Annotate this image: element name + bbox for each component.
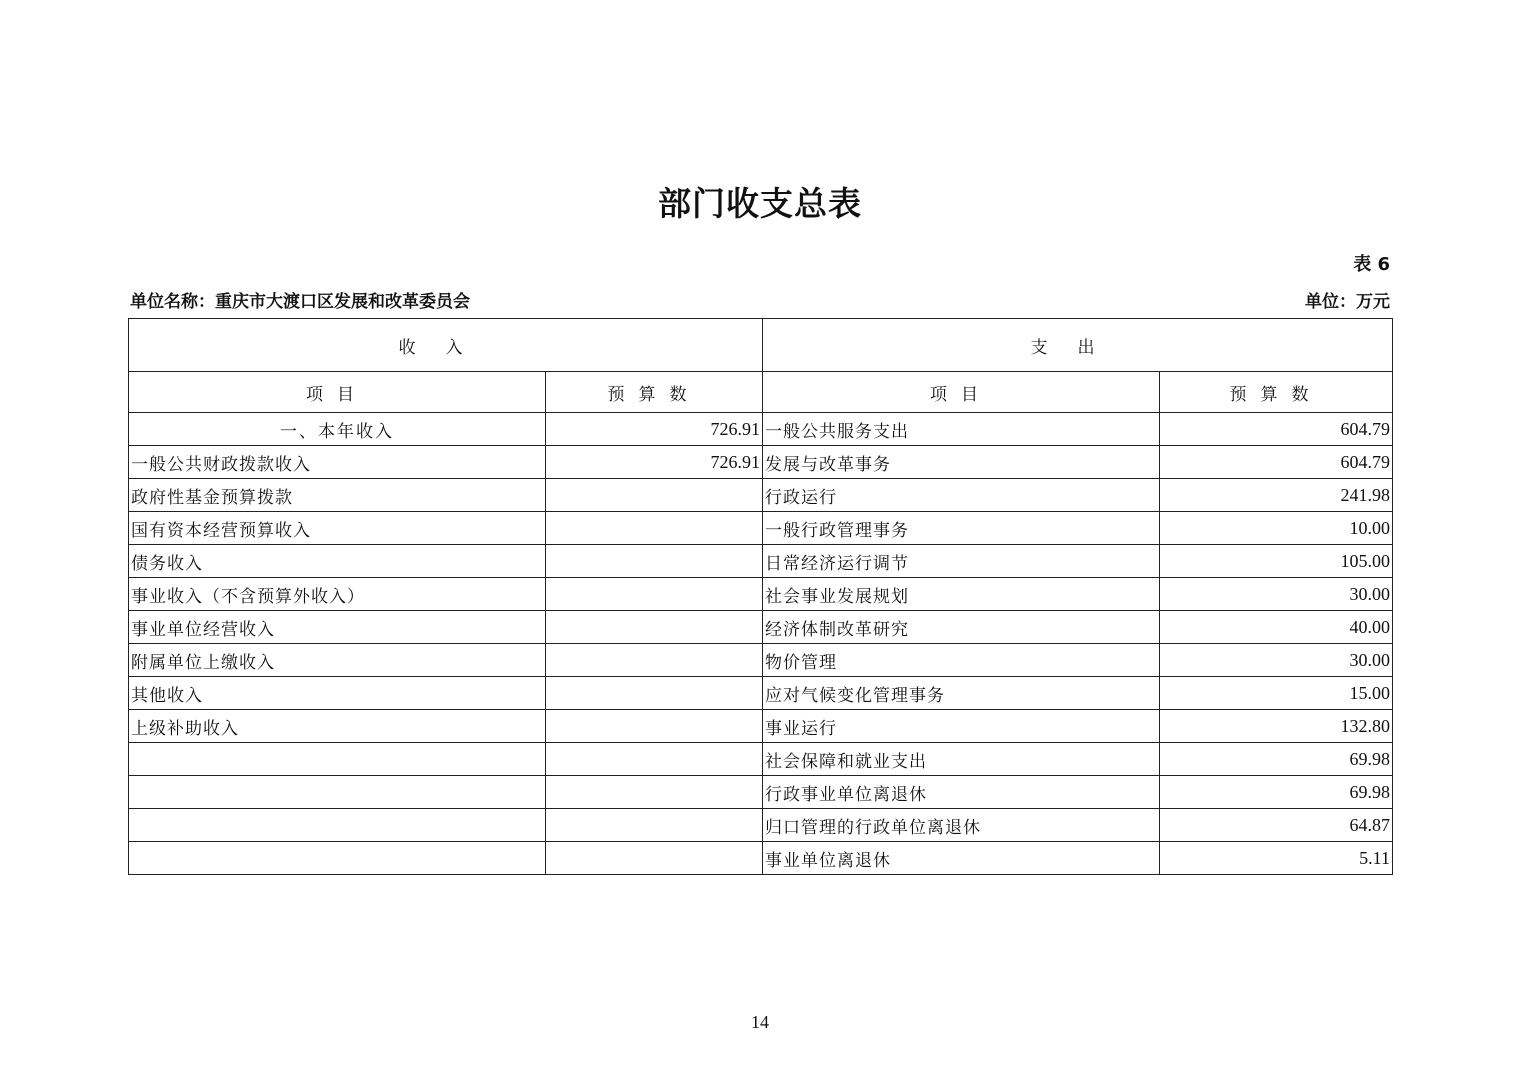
expense-value: 15.00 <box>1160 677 1393 710</box>
income-value <box>546 743 763 776</box>
income-item: 上级补助收入 <box>129 710 546 743</box>
income-value <box>546 512 763 545</box>
income-value: 726.91 <box>546 413 763 446</box>
expense-item: 经济体制改革研究 <box>763 611 1160 644</box>
expense-value: 40.00 <box>1160 611 1393 644</box>
expense-value: 10.00 <box>1160 512 1393 545</box>
income-value <box>546 611 763 644</box>
income-item <box>129 842 546 875</box>
table-number: 表 6 <box>1353 254 1390 275</box>
income-value <box>546 710 763 743</box>
currency-unit: 单位：万元 <box>1305 292 1390 312</box>
expense-item: 事业运行 <box>763 710 1160 743</box>
table-row <box>129 677 1393 710</box>
page-title: 部门收支总表 <box>658 184 862 223</box>
income-item: 国有资本经营预算收入 <box>129 512 546 545</box>
income-item: 附属单位上缴收入 <box>129 644 546 677</box>
income-item: 政府性基金预算拨款 <box>129 479 546 512</box>
expense-item: 行政运行 <box>763 479 1160 512</box>
income-item <box>129 743 546 776</box>
expense-value: 64.87 <box>1160 809 1393 842</box>
expense-value: 132.80 <box>1160 710 1393 743</box>
table-row <box>129 611 1393 644</box>
expense-value: 604.79 <box>1160 446 1393 479</box>
income-value <box>546 677 763 710</box>
expense-value: 69.98 <box>1160 743 1393 776</box>
income-value <box>546 644 763 677</box>
table-row <box>129 578 1393 611</box>
expense-value: 5.11 <box>1160 842 1393 875</box>
expense-item: 物价管理 <box>763 644 1160 677</box>
expense-value: 105.00 <box>1160 545 1393 578</box>
table-row <box>129 842 1393 875</box>
expense-item: 事业单位离退休 <box>763 842 1160 875</box>
table-row <box>129 413 1393 446</box>
income-item <box>129 809 546 842</box>
income-item: 事业单位经营收入 <box>129 611 546 644</box>
budget-table <box>128 318 1393 875</box>
expense-value: 241.98 <box>1160 479 1393 512</box>
expense-value: 604.79 <box>1160 413 1393 446</box>
expense-item-header: 项目 <box>763 372 1160 413</box>
expense-item: 发展与改革事务 <box>763 446 1160 479</box>
income-header: 收入 <box>129 319 763 372</box>
income-value: 726.91 <box>546 446 763 479</box>
expense-item: 归口管理的行政单位离退休 <box>763 809 1160 842</box>
expense-value: 30.00 <box>1160 644 1393 677</box>
table-row <box>129 710 1393 743</box>
expense-value: 30.00 <box>1160 578 1393 611</box>
expense-item: 一般行政管理事务 <box>763 512 1160 545</box>
income-item-header: 项目 <box>129 372 546 413</box>
expense-item: 行政事业单位离退休 <box>763 776 1160 809</box>
table-row <box>129 644 1393 677</box>
table-row <box>129 809 1393 842</box>
income-budget-header: 预算数 <box>546 372 763 413</box>
income-item: 事业收入（不含预算外收入） <box>129 578 546 611</box>
unit-name: 单位名称：重庆市大渡口区发展和改革委员会 <box>130 292 470 312</box>
expense-item: 社会事业发展规划 <box>763 578 1160 611</box>
section-header-row <box>129 319 1393 372</box>
expense-item: 社会保障和就业支出 <box>763 743 1160 776</box>
page-number: 14 <box>751 1012 769 1032</box>
income-item: 其他收入 <box>129 677 546 710</box>
income-item: 一般公共财政拨款收入 <box>129 446 546 479</box>
income-value <box>546 578 763 611</box>
table-row <box>129 776 1393 809</box>
table-row <box>129 446 1393 479</box>
table-row <box>129 743 1393 776</box>
table-row <box>129 479 1393 512</box>
income-value <box>546 545 763 578</box>
column-header-row <box>129 372 1393 413</box>
table-row <box>129 512 1393 545</box>
income-value <box>546 809 763 842</box>
income-value <box>546 842 763 875</box>
expense-budget-header: 预算数 <box>1160 372 1393 413</box>
expense-item: 日常经济运行调节 <box>763 545 1160 578</box>
expense-header: 支出 <box>763 319 1393 372</box>
income-item: 债务收入 <box>129 545 546 578</box>
income-value <box>546 479 763 512</box>
income-value <box>546 776 763 809</box>
expense-item: 一般公共服务支出 <box>763 413 1160 446</box>
table-row <box>129 545 1393 578</box>
income-item: 一、本年收入 <box>129 413 546 446</box>
income-item <box>129 776 546 809</box>
expense-item: 应对气候变化管理事务 <box>763 677 1160 710</box>
expense-value: 69.98 <box>1160 776 1393 809</box>
